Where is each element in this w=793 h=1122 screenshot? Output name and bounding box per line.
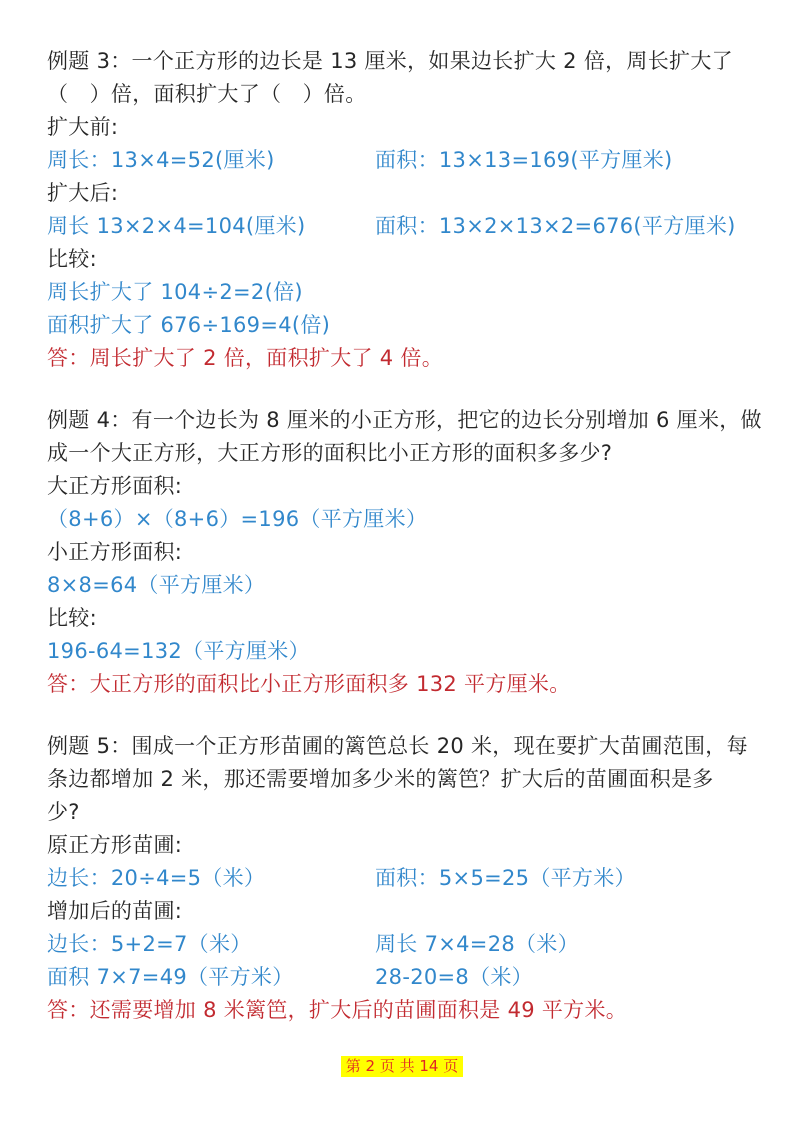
solution-line: 8×8=64（平方厘米） [47,573,266,597]
problem-statement-line: 条边都增加 2 米，那还需要增加多少米的篱笆？扩大后的苗圃面积是多 [47,767,714,791]
difference-equation: 28-20=8（米） [375,965,533,989]
problem-statement-line: 例题 5：围成一个正方形苗圃的篱笆总长 20 米，现在要扩大苗圃范围，每 [47,734,748,758]
solution-line: 196-64=132（平方厘米） [47,639,310,663]
step-heading: 比较: [47,606,97,630]
area-equation: 面积 7×7=49（平方米） [47,965,294,989]
page-footer [47,1056,757,1077]
perimeter-equation: 周长：13×4=52(厘米) [47,148,275,172]
solution-line [47,961,757,994]
step-heading: 原正方形苗圃: [47,833,183,857]
area-equation: 面积：13×13=169(平方厘米) [375,148,673,172]
solution-line [47,144,757,177]
step-heading: 扩大后: [47,181,119,205]
solution-line [47,928,757,961]
example-3-block [47,45,757,375]
solution-line [47,210,757,243]
step-heading: 增加后的苗圃: [47,899,183,923]
page-number-badge: 第 2 页 共 14 页 [341,1056,463,1077]
perimeter-equation: 周长 13×2×4=104(厘米) [47,214,306,238]
area-equation: 面积：13×2×13×2=676(平方厘米) [375,214,736,238]
problem-statement-line: 例题 4：有一个边长为 8 厘米的小正方形，把它的边长分别增加 6 厘米，做 [47,408,762,432]
side-equation: 边长：20÷4=5（米） [47,866,266,890]
solution-line: 周长扩大了 104÷2=2(倍) [47,280,303,304]
problem-statement-line: （ ）倍，面积扩大了（ ）倍。 [47,82,367,106]
problem-statement-line: 例题 3：一个正方形的边长是 13 厘米，如果边长扩大 2 倍，周长扩大了 [47,49,733,73]
step-heading: 扩大前: [47,115,119,139]
side-equation: 边长：5+2=7（米） [47,932,252,956]
area-equation: 面积：5×5=25（平方米） [375,866,636,890]
answer-line: 答：周长扩大了 2 倍，面积扩大了 4 倍。 [47,346,444,370]
problem-statement-line: 成一个大正方形，大正方形的面积比小正方形的面积多多少? [47,441,613,465]
perimeter-equation: 周长 7×4=28（米） [375,932,579,956]
answer-line: 答：大正方形的面积比小正方形面积多 132 平方厘米。 [47,672,571,696]
solution-line [47,862,757,895]
solution-line: 面积扩大了 676÷169=4(倍) [47,313,331,337]
example-4-block [47,404,762,701]
example-5-block [47,730,757,1027]
problem-statement-line: 少? [47,800,80,824]
step-heading: 比较: [47,247,97,271]
answer-line: 答：还需要增加 8 米篱笆，扩大后的苗圃面积是 49 平方米。 [47,998,628,1022]
step-heading: 大正方形面积: [47,474,183,498]
step-heading: 小正方形面积: [47,540,183,564]
solution-line: （8+6）×（8+6）=196（平方厘米） [47,507,428,531]
